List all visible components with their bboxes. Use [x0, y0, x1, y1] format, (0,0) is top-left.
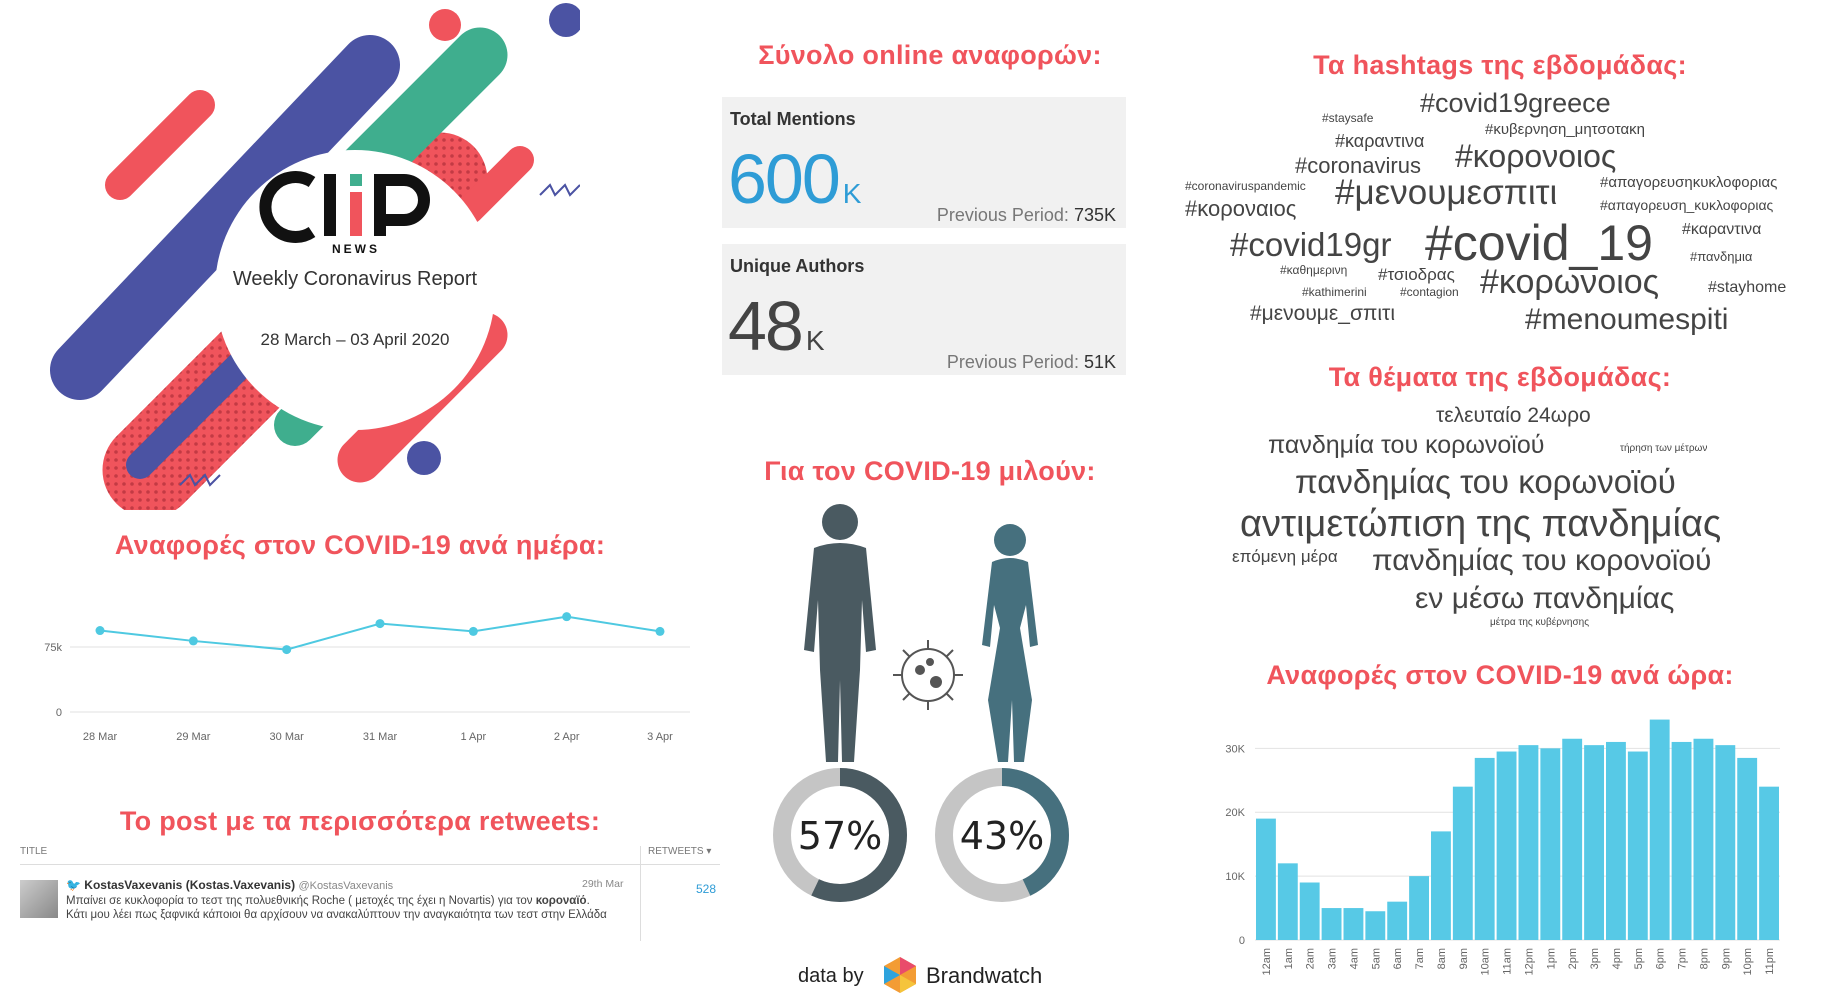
brand-name: NEWS — [332, 242, 380, 256]
hashtags-title: Τα hashtags της εβδομάδας: — [1313, 50, 1687, 80]
data-by-label: data by — [798, 965, 864, 987]
hashtag-word[interactable]: #πανδημια — [1690, 249, 1753, 264]
daily-x-tick-label: 3 Apr — [647, 731, 673, 743]
topic-word[interactable]: πανδημία του κορωνοϊού — [1268, 431, 1545, 459]
total-mentions-card — [722, 97, 1126, 228]
daily-line-chart — [20, 572, 710, 752]
hourly-bar[interactable] — [1737, 758, 1757, 940]
total-mentions-label: Total Mentions — [730, 109, 856, 129]
virus-icon — [893, 640, 963, 710]
hashtag-word[interactable]: #coronaviruspandemic — [1185, 179, 1306, 193]
hourly-x-tick-label: 3am — [1326, 948, 1339, 970]
topics-word-cloud — [1200, 400, 1800, 630]
hashtag-word[interactable]: #kathimerini — [1302, 285, 1367, 299]
author-avatar[interactable] — [20, 880, 58, 918]
hourly-bar[interactable] — [1365, 911, 1385, 940]
hashtag-word[interactable]: #contagion — [1400, 285, 1459, 299]
hashtag-word[interactable]: #covid19gr — [1230, 226, 1392, 263]
unique-authors-previous — [947, 352, 1116, 373]
tweet-retweet-count[interactable]: 528 — [696, 882, 717, 896]
hourly-bar[interactable] — [1256, 819, 1276, 940]
topic-word[interactable]: επόμενη μέρα — [1232, 547, 1338, 566]
hourly-bars — [1256, 720, 1779, 940]
daily-y-tick-label: 75k — [44, 642, 62, 654]
hashtag-word[interactable]: #κυβερνηση_μητσοτακη — [1485, 121, 1645, 138]
total-mentions-number: 600 — [728, 140, 839, 218]
hourly-bar[interactable] — [1475, 758, 1495, 940]
daily-y-axis — [44, 642, 62, 719]
topic-word[interactable]: εν μέσω πανδημίας — [1415, 582, 1675, 615]
hashtag-word[interactable]: #μενουμε_σπιτι — [1250, 302, 1396, 325]
hourly-y-axis — [1225, 743, 1245, 947]
hourly-x-tick-label: 1pm — [1545, 948, 1558, 970]
hourly-x-tick-label: 4pm — [1610, 948, 1623, 970]
topic-word[interactable]: τελευταίο 24ωρο — [1436, 404, 1591, 427]
hourly-bar[interactable] — [1322, 908, 1342, 940]
hourly-x-tick-label: 2pm — [1567, 948, 1580, 970]
unique-authors-previous-value: 51K — [1083, 352, 1116, 372]
tweet-row[interactable] — [66, 878, 636, 921]
hourly-x-tick-label: 8am — [1435, 948, 1448, 970]
hourly-bar[interactable] — [1497, 752, 1517, 940]
brandwatch-brand: Brandwatch — [926, 963, 1043, 988]
hourly-bar[interactable] — [1628, 752, 1648, 940]
daily-data-point[interactable] — [656, 627, 665, 636]
topics-title: Τα θέματα της εβδομάδας: — [1328, 362, 1672, 392]
daily-chart-title: Αναφορές στον COVID-19 ανά ημέρα: — [114, 530, 606, 560]
hashtag-word[interactable]: #covid19greece — [1420, 88, 1611, 118]
twitter-bird-icon: 🐦 — [66, 878, 81, 892]
hourly-bar[interactable] — [1672, 742, 1692, 940]
unique-authors-label: Unique Authors — [730, 256, 865, 276]
total-mentions-previous — [937, 205, 1116, 226]
tweet-text-end: . — [586, 895, 590, 907]
clip-news-logo — [0, 0, 580, 510]
hourly-bar[interactable] — [1431, 831, 1451, 940]
hashtag-word[interactable]: #καραντινα — [1682, 221, 1762, 238]
hourly-bar[interactable] — [1278, 863, 1298, 940]
tweet-author[interactable]: KostasVaxevanis (Kostas.Vaxevanis) — [84, 878, 296, 892]
hashtag-word[interactable]: #staysafe — [1322, 111, 1374, 125]
hashtag-word[interactable]: #τσιοδρας — [1378, 265, 1455, 284]
hourly-bar[interactable] — [1453, 787, 1473, 940]
hashtag-word[interactable]: #covid_19 — [1425, 215, 1653, 271]
tweet-handle[interactable]: @KostasVaxevanis — [298, 880, 394, 892]
tweet-date: 29th Mar — [582, 878, 624, 890]
total-mentions-previous-value: 735K — [1073, 205, 1116, 225]
hourly-x-tick-label: 6am — [1392, 948, 1405, 970]
hourly-x-tick-label: 7pm — [1676, 948, 1689, 970]
col-retweets-header[interactable]: RETWEETS ▾ — [648, 846, 712, 857]
table-header-divider — [20, 864, 720, 865]
hashtag-word[interactable]: #απαγορευσηκυκλοφοριας — [1600, 174, 1778, 191]
hashtag-word[interactable]: #menoumespiti — [1525, 303, 1729, 336]
total-mentions-previous-label: Previous Period: — [936, 205, 1069, 225]
hourly-x-tick-label: 11am — [1501, 948, 1514, 975]
daily-data-point[interactable] — [469, 627, 478, 636]
hashtag-word[interactable]: #μενουμεσπιτι — [1335, 173, 1558, 212]
tweet-text-line2: Κάτι μου λέει πως ξαφνικά κάποιοι θα αρχίσουν να ανακαλύπτουν την αναγκαιότητα των τεστ στην Ελλάδα — [66, 909, 607, 921]
daily-x-tick-label: 31 Mar — [362, 731, 398, 743]
hourly-bar[interactable] — [1344, 908, 1364, 940]
hourly-y-tick-label: 0 — [1238, 935, 1245, 947]
total-mentions-title: Σύνολο online αναφορών: — [758, 40, 1102, 70]
hashtag-word[interactable]: #coronavirus — [1295, 153, 1421, 178]
daily-data-point[interactable] — [282, 645, 291, 654]
hashtag-word[interactable]: #απαγορευση_κυκλοφοριας — [1600, 197, 1774, 213]
daily-gridlines — [70, 647, 690, 712]
hourly-x-tick-label: 4am — [1348, 948, 1361, 970]
top-post-title: Το post με τα περισσότερα retweets: — [119, 806, 601, 836]
male-donut — [770, 765, 910, 905]
hashtag-word[interactable]: #κορονοιος — [1455, 138, 1617, 174]
daily-x-tick-label: 2 Apr — [553, 731, 580, 743]
hashtag-word[interactable]: #κοροναιος — [1185, 196, 1297, 221]
hashtag-word[interactable]: #stayhome — [1708, 279, 1787, 296]
brandwatch-logo-icon — [880, 955, 920, 995]
hourly-x-tick-label: 1am — [1282, 948, 1295, 970]
tweet-text: Μπαίνει σε κυκλοφορία το τεστ της πολυεθνικής Roche ( μετοχές της έχει η Novartis) για τον — [66, 895, 536, 907]
hourly-bar[interactable] — [1584, 745, 1604, 940]
total-mentions-value — [728, 139, 861, 219]
daily-y-tick-label: 0 — [55, 707, 62, 719]
hourly-x-tick-label: 9pm — [1720, 948, 1733, 970]
hourly-x-tick-label: 12am — [1260, 948, 1273, 976]
hourly-bar[interactable] — [1606, 742, 1626, 940]
hourly-x-tick-label: 5am — [1370, 948, 1383, 970]
hourly-bar[interactable] — [1759, 787, 1779, 940]
hourly-x-tick-label: 6pm — [1654, 948, 1667, 970]
female-figure-icon — [982, 524, 1038, 762]
topic-word[interactable]: αντιμετώπιση της πανδημίας — [1240, 503, 1722, 545]
hourly-x-tick-label: 12pm — [1523, 948, 1536, 976]
daily-data-point[interactable] — [562, 612, 571, 621]
hashtag-word[interactable]: #καραντινα — [1335, 131, 1425, 151]
hourly-bar[interactable] — [1562, 739, 1582, 940]
hourly-x-tick-label: 9am — [1457, 948, 1470, 970]
hourly-x-tick-label: 8pm — [1698, 948, 1711, 970]
hourly-bar[interactable] — [1409, 876, 1429, 940]
daily-data-point[interactable] — [96, 626, 105, 635]
hourly-bar-chart — [1200, 700, 1790, 985]
hourly-bar[interactable] — [1715, 745, 1735, 940]
daily-data-point[interactable] — [376, 619, 385, 628]
hourly-y-tick-label: 10K — [1225, 871, 1245, 884]
hourly-bar[interactable] — [1650, 720, 1670, 940]
hourly-x-tick-label: 5pm — [1632, 948, 1645, 970]
hourly-bar[interactable] — [1519, 745, 1539, 940]
top-post-table — [20, 846, 717, 941]
unique-authors-unit: K — [805, 325, 825, 356]
unique-authors-value — [728, 286, 825, 366]
hourly-x-axis — [1261, 948, 1776, 976]
daily-x-axis — [83, 731, 673, 743]
report-date-range: 28 March – 03 April 2020 — [260, 330, 450, 349]
daily-x-tick-label: 29 Mar — [176, 731, 211, 743]
logo-graphic — [0, 0, 580, 510]
total-mentions-unit: K — [842, 178, 862, 209]
hourly-x-tick-label: 3pm — [1589, 948, 1602, 970]
daily-x-tick-label: 30 Mar — [269, 731, 304, 743]
gender-figures — [780, 500, 1080, 770]
daily-x-tick-label: 28 Mar — [82, 731, 118, 743]
hourly-x-tick-label: 11pm — [1764, 948, 1777, 975]
hourly-x-tick-label: 10am — [1479, 948, 1492, 976]
hourly-x-tick-label: 7am — [1414, 948, 1427, 970]
col-title-header: TITLE — [20, 846, 48, 857]
hourly-chart-title: Αναφορές στον COVID-19 ανά ώρα: — [1266, 660, 1734, 690]
female-donut — [932, 765, 1072, 905]
unique-authors-number: 48 — [728, 287, 802, 365]
daily-x-tick-label: 1 Apr — [460, 731, 487, 743]
hashtag-word[interactable]: #καθημερινη — [1280, 263, 1348, 277]
hashtag-word-cloud — [1180, 85, 1836, 350]
hourly-y-tick-label: 30K — [1225, 743, 1245, 756]
tweet-highlight: κοροναϊό — [535, 895, 587, 907]
covid-talk-title: Για τον COVID-19 μιλούν: — [764, 456, 1096, 486]
column-divider — [640, 846, 641, 941]
hourly-bar[interactable] — [1540, 748, 1560, 940]
topic-word[interactable]: πανδημίας του κορωνοϊού — [1295, 463, 1676, 500]
hashtag-word[interactable]: #κορωνοιος — [1480, 263, 1660, 301]
daily-data-point[interactable] — [189, 636, 198, 645]
data-by-footer — [798, 955, 1058, 995]
hourly-x-tick-label: 2am — [1304, 948, 1317, 970]
male-percent-label: 57% — [797, 814, 883, 858]
hourly-bar[interactable] — [1300, 883, 1320, 941]
female-percent-label: 43% — [959, 814, 1045, 858]
unique-authors-previous-label: Previous Period: — [946, 352, 1079, 372]
hourly-bar[interactable] — [1387, 902, 1407, 940]
topic-word[interactable]: μέτρα της κυβέρνησης — [1490, 617, 1590, 628]
hourly-x-tick-label: 10pm — [1742, 948, 1755, 976]
hourly-y-tick-label: 20K — [1225, 807, 1245, 820]
topic-word[interactable]: πανδημίας του κορονοϊού — [1372, 544, 1712, 577]
topic-word[interactable]: τήρηση των μέτρων — [1620, 443, 1708, 454]
male-figure-icon — [804, 504, 876, 762]
unique-authors-card — [722, 244, 1126, 375]
hourly-bar[interactable] — [1694, 739, 1714, 940]
report-title: Weekly Coronavirus Report — [232, 268, 478, 290]
